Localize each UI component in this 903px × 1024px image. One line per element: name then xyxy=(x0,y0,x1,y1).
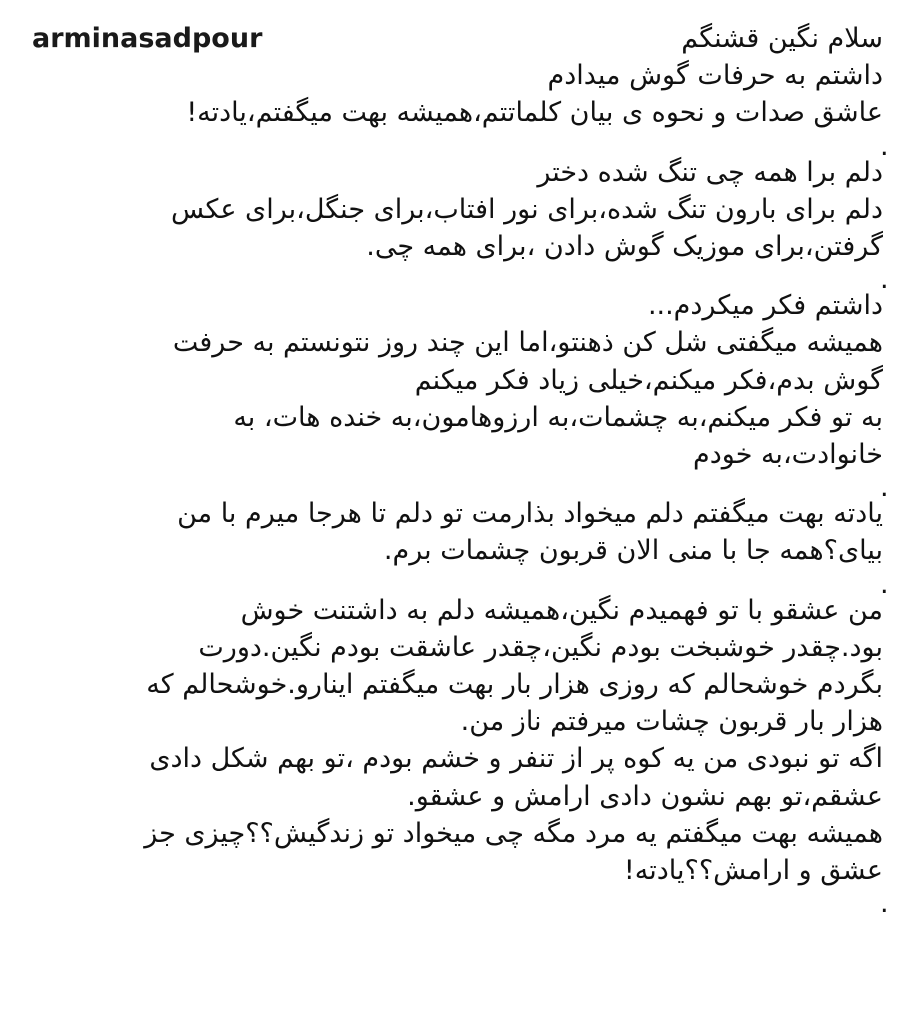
caption-line: عشق و ارامش؟؟یادته! xyxy=(623,855,883,887)
caption-line: داشتم به حرفات گوش میدادم xyxy=(547,60,883,92)
caption-line: بود.چقدر خوشبخت بودم نگین،چقدر عاشقت بودم نگین.دورت xyxy=(198,631,883,663)
caption-line: اگه تو نبودی من یه کوه پر از تنفر و خشم بودم ،تو بهم شکل دادی xyxy=(149,743,883,775)
caption-line: یادته بهت میگفتم دلم میخواد بذارمت تو دلم تا هرجا میرم با من xyxy=(177,498,883,530)
caption-line: داشتم فکر میکردم... xyxy=(647,290,883,322)
username-link[interactable]: arminasadpour xyxy=(32,23,263,54)
caption-separator-dot: . xyxy=(880,472,889,504)
caption-line: من عشقو با تو فهمیدم نگین،همیشه دلم به داشتنت خوش xyxy=(240,594,883,626)
caption-line: همیشه میگفتی شل کن ذهنتو،اما این چند روز نتونستم به حرفت xyxy=(172,327,883,359)
caption-line: گرفتن،برای موزیک گوش دادن ،برای همه چی. xyxy=(366,231,883,263)
caption-line: سلام نگین قشنگم xyxy=(681,23,883,54)
caption-line: بیای؟همه جا با منی الان قربون چشمات برم. xyxy=(383,535,883,567)
caption-line: هزار بار قربون چشات میرفتم ناز من. xyxy=(460,706,883,738)
caption-line: عاشق صدات و نحوه ی بیان کلماتتم،همیشه بهت میگفتم،یادته! xyxy=(186,97,883,129)
caption-line: دلم برای بارون تنگ شده،برای نور افتاب،برای جنگل،برای عکس xyxy=(171,193,883,225)
caption-line: عشقم،تو بهم نشون دادی ارامش و عشقو. xyxy=(407,780,883,812)
caption-separator-dot: . xyxy=(880,130,889,162)
caption-separator-dot: . xyxy=(880,888,889,920)
caption-line: بگردم خوشحالم که روزی هزار بار بهت میگفتم اینارو.خوشحالم که xyxy=(146,669,883,701)
caption-separator-dot: . xyxy=(880,568,889,600)
caption-line: دلم برا همه چی تنگ شده دختر xyxy=(537,156,883,188)
caption-line: همیشه بهت میگفتم یه مرد مگه چی میخواد تو زندگیش؟؟چیزی جز xyxy=(144,817,883,849)
caption-line: به تو فکر میکنم،به چشمات،به ارزوهامون،به خنده هات، به xyxy=(233,401,883,433)
caption-line: خانوادت،به خودم xyxy=(693,439,883,471)
caption-line: گوش بدم،فکر میکنم،خیلی زیاد فکر میکنم xyxy=(414,364,883,396)
caption-separator-dot: . xyxy=(880,264,889,296)
caption-body xyxy=(20,20,889,920)
